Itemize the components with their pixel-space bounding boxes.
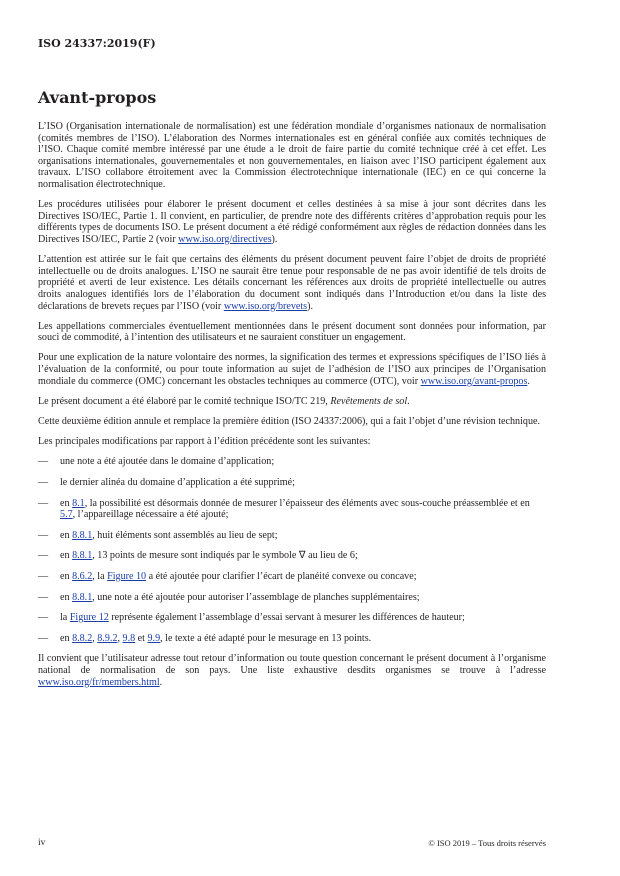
link-clause-9-9[interactable]: 9.9	[147, 632, 161, 644]
paragraph-text: Les procédures utilisées pour élaborer le présent document et celles destinées à sa mise à jour sont décrites dans les Directives ISO/IEC, Partie 1. Il convient, en particulier, de prendre note des différents critères d’approbation requis pour les différents types de documents ISO. Le présent document a été rédigé conformément aux règles de rédaction données dans les Directives ISO/IEC, Partie 2 (voir	[38, 199, 546, 245]
paragraph-text: .	[527, 375, 530, 387]
paragraph-text: ).	[271, 233, 278, 245]
dash-bullet: —	[38, 529, 49, 541]
list-item	[38, 477, 546, 489]
dash-bullet: —	[38, 477, 49, 488]
link-clause-9-8[interactable]: 9.8	[122, 632, 136, 644]
paragraph-text: Le présent document a été élaboré par le comité technique ISO/TC 219,	[38, 395, 331, 407]
copyright-notice: © ISO 2019 – Tous droits réservés	[428, 838, 546, 848]
list-item-text: une note a été ajoutée dans le domaine d’application;	[60, 456, 275, 468]
paragraph: Les principales modifications par rapport à l’édition précédente sont les suivantes:	[38, 436, 371, 448]
list-item	[38, 612, 546, 624]
list-item-text: et	[135, 632, 148, 644]
list-item	[38, 456, 546, 468]
document-id: ISO 24337:2019(F)	[38, 37, 156, 50]
list-item-text: a été ajoutée pour clarifier l’écart de planéité convexe ou concave;	[146, 570, 417, 582]
list-item	[38, 550, 546, 562]
list-item-text: en	[60, 570, 73, 582]
list-item-text: ,	[92, 632, 98, 644]
link-brevets[interactable]: www.iso.org/brevets	[223, 300, 308, 312]
paragraph	[38, 254, 546, 312]
paragraph: L’ISO (Organisation internationale de normalisation) est une fédération mondiale d’organismes nationaux de normalisation (comités membres de l’ISO). L’élaboration des Normes internationales est en général confiée aux comités techniques de l’ISO. Chaque comité membre intéressé par une étude a le droit de faire partie du comité technique créé à cet effet. Les organisations internationales, gouvernementales et non gouvernementales, en liaison avec l’ISO participent également aux travaux. L’ISO collabore étroitement avec la Commission électrotechnique internationale (IEC) en ce qui concerne la normalisation électrotechnique.	[38, 121, 546, 190]
link-members[interactable]: www.iso.org/fr/members.html	[38, 676, 160, 688]
list-item-text: , la possibilité est désormais donnée de mesurer l’épaisseur des éléments avec sous-couche préassemblée et en	[84, 497, 530, 509]
dash-bullet: —	[38, 456, 49, 468]
committee-title: Revêtements de sol	[330, 395, 408, 407]
paragraph	[38, 199, 546, 245]
list-item-text: , huit éléments sont assemblés au lieu de sept;	[92, 529, 278, 541]
list-item-text: le dernier alinéa du domaine d’application a été supprimé;	[60, 477, 295, 488]
page-title: Avant-propos	[38, 88, 157, 107]
paragraph-text: .	[159, 676, 163, 688]
paragraph: Cette deuxième édition annule et remplace la première édition (ISO 24337:2006), qui a fait l’objet d’une révision technique.	[38, 416, 541, 428]
link-avant-propos[interactable]: www.iso.org/avant-propos	[420, 375, 528, 387]
list-item-text: , une note a été ajoutée pour autoriser l’assemblage de planches supplémentaires;	[92, 591, 420, 603]
link-clause-8-8-1[interactable]: 8.8.1	[72, 550, 93, 562]
list-item-text: en	[60, 529, 73, 541]
document-body	[38, 121, 546, 697]
list-item	[38, 592, 546, 604]
link-figure-10[interactable]: Figure 10	[107, 570, 147, 582]
paragraph-text: Pour une explication de la nature volontaire des normes, la signification des termes et expressions spécifiques de l’ISO liés à l’évaluation de la conformité, ou pour toute information au sujet de l’adhésion de l’ISO aux principes de l’Organisation mondiale du commerce (OMC) concernant les obstacles techniques au commerce (OTC), voir	[38, 352, 546, 387]
list-item	[38, 530, 546, 542]
link-directives[interactable]: www.iso.org/directives	[178, 233, 272, 245]
dash-bullet: —	[38, 612, 49, 624]
list-item-text: , l’appareillage nécessaire a été ajouté;	[72, 509, 229, 521]
paragraph	[38, 653, 546, 688]
list-item-text: en	[60, 591, 73, 603]
list-item-text: , la	[92, 570, 108, 582]
link-clause-8-1[interactable]: 8.1	[72, 497, 85, 509]
list-item-text: ,	[117, 632, 123, 644]
list-item-text: , 13 points de mesure sont indiqués par le symbole ∇ au lieu de 6;	[92, 550, 358, 562]
paragraph-text: Il convient que l’utilisateur adresse tout retour d’information ou toute question concernant le présent document à l’organisme national de normalisation de son pays. Une liste exhaustive desdits organismes se trouve à l’adresse	[38, 653, 546, 676]
link-clause-8-6-2[interactable]: 8.6.2	[72, 570, 93, 582]
link-clause-8-8-1[interactable]: 8.8.1	[72, 591, 93, 603]
paragraph-text: L’attention est attirée sur le fait que certains des éléments du présent document peuvent faire l’objet de droits de propriété intellectuelle ou de droits analogues. L’ISO ne saurait être tenue pour responsable de ne pas avoir identifié de tels droits de propriété et averti de leur existence. Les détails concernant les références aux droits de propriété intellectuelle ou autres droits analogues identifiés lors de l’élaboration du document sont indiqués dans l’Introduction et/ou dans la liste des déclarations de brevets reçues par l’ISO (voir	[38, 254, 546, 312]
dash-bullet: —	[38, 591, 49, 603]
list-item-text: représente également l’assemblage d’essai servant à mesurer les différences de hauteur;	[108, 612, 465, 624]
link-figure-12[interactable]: Figure 12	[69, 612, 109, 624]
list-item	[38, 571, 546, 583]
dash-bullet: —	[38, 497, 49, 509]
paragraph	[38, 396, 546, 408]
list-item	[38, 633, 546, 645]
link-clause-8-8-1[interactable]: 8.8.1	[72, 529, 93, 541]
list-item-text: en	[60, 497, 73, 509]
list-item-text: , le texte a été adapté pour le mesurage en 13 points.	[160, 632, 372, 644]
link-clause-8-8-2[interactable]: 8.8.2	[72, 632, 93, 644]
list-item	[38, 498, 546, 521]
link-clause-5-7[interactable]: 5.7	[60, 509, 73, 521]
paragraph	[38, 352, 546, 387]
paragraph-text: ).	[307, 300, 313, 312]
page-number: iv	[38, 838, 46, 848]
list-item-text: en	[60, 550, 73, 562]
paragraph: Les appellations commerciales éventuellement mentionnées dans le présent document sont données pour information, par souci de commodité, à l’intention des utilisateurs et ne sauraient constituer un engagement.	[38, 320, 546, 344]
list-item-text: en	[60, 632, 73, 644]
dash-bullet: —	[38, 550, 49, 562]
list-item-text: la	[60, 612, 70, 624]
dash-bullet: —	[38, 570, 49, 582]
paragraph-text: .	[407, 395, 410, 407]
dash-bullet: —	[38, 632, 49, 644]
link-clause-8-9-2[interactable]: 8.9.2	[97, 632, 118, 644]
